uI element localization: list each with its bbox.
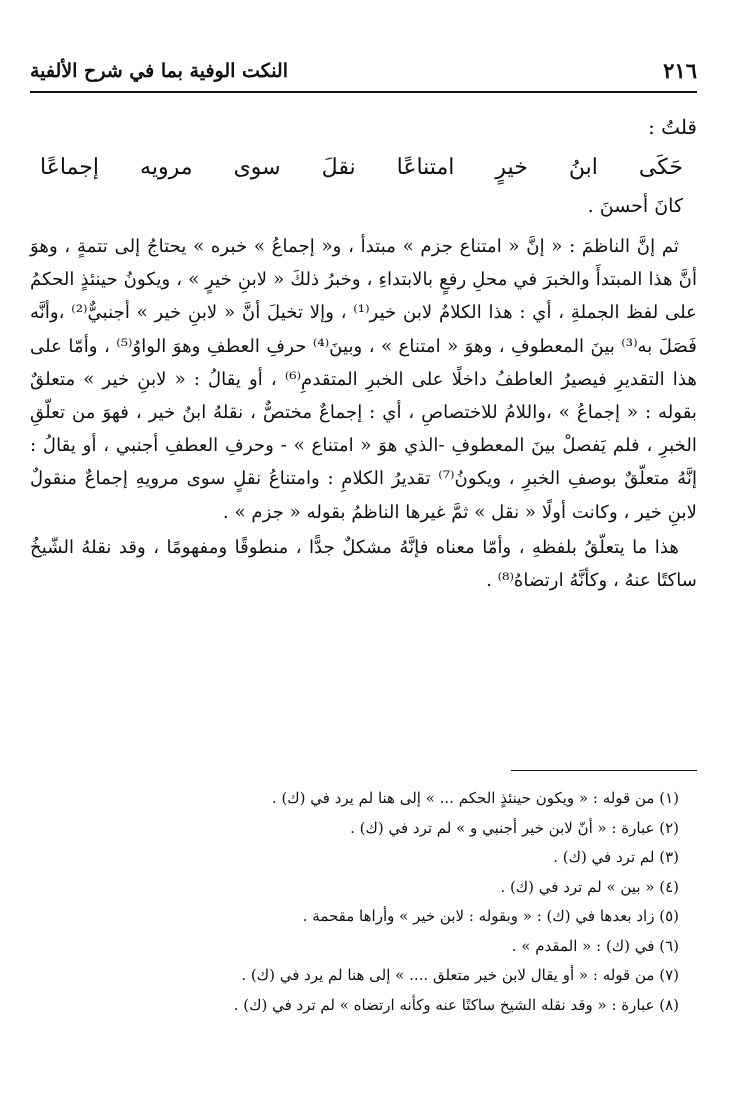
footnote-5: (٥) زاد بعدها في (ك) : « وبقوله : لابن خير » وأراها مقحمة . (302, 907, 679, 925)
footnote-rule (511, 770, 697, 771)
footnote-2: (٢) عبارة : « أنّ لابن خير أجنبي و » لم ترد في (ك) . (350, 818, 679, 837)
footnote-3: (٣) لم ترد في (ك) . (553, 848, 679, 866)
running-header (30, 48, 697, 86)
footnote-8: (٨) عبارة : « وقد نقله الشيخ ساكتًا عنه وكأنه ارتضاه » لم ترد في (ك) . (233, 995, 679, 1014)
commentary-paragraph-1: ثم إنَّ الناظمَ : « إنَّ « امتناع جزم » مبتدأ ، و« إجماعُ » خبره » يحتاجُ إلى تتمةٍ ، وهوَ أنَّ هذا المبتدأَ والخبرَ في محلِ رفعٍ بالابتداءِ ، وخبرُ ذلكَ « لابنِ خيرٍ » ، ويكونُ حينئذٍ الحكمُ على لفظ الجملةِ ، أي : هذا الكلامُ لابن خير⁽¹⁾ ، وإلا تخيلَ أنَّ « لابنِ خير » أجنبيٌّ⁽²⁾ ،وأنَّه فَصَلَ به⁽³⁾ بينَ المعطوفِ ، وهوَ « امتناع » ، وبينَ⁽⁴⁾ حرفِ العطفِ وهوَ الواوُ⁽⁵⁾ ، وأمّا على هذا التقديرِ فيصيرُ العاطفُ داخلًا على الخبرِ المتقدمِ⁽⁶⁾ ، أو يقالُ : « لابنِ خير » متعلقٌ بقوله : « إجماعُ » ،واللامُ للاختصاصِ ، أي : إجماعٌ مختصٌّ ، نقلهُ ابنُ خير ، فهوَ من تعلّقِ الخبرِ ، فلم يَفصلْ بينَ المعطوفِ -الذي هوَ « امتناع » - وحرفِ العطفِ أجنبي ، أو يقالُ : إنَّهُ متعلّقٌ بوصفِ الخبرِ ، ويكونُ⁽⁷⁾ تقديرُ الكلامِ : وامتناعُ نقلٍ سوى مرويهِ إجماعٌ منقولٌ لابنِ خير ، وكانت أولًا « نقل » ثمَّ غيرها الناظمُ بقوله « جزم » . (30, 236, 697, 523)
verse-line-1: حَكَى ابنُ خيرٍ امتناعًا نقلَ سوى مرويه إجماعًا (40, 155, 683, 180)
page-number: ٢١٦ (663, 58, 697, 83)
footnote-1: (١) من قوله : « ويكون حينئذٍ الحكم ... » إلى هنا لم يرد في (ك) . (271, 789, 679, 807)
qultu-label: قلتُ : (648, 115, 697, 139)
footnote-7: (٧) من قوله : « أو يقال لابن خير متعلق .... » إلى هنا لم يرد في (ك) . (241, 966, 679, 984)
main-text (30, 110, 697, 597)
footnote-6: (٦) في (ك) : « المقدم » . (511, 936, 679, 955)
footnote-4: (٤) « بين » لم ترد في (ك) . (500, 877, 679, 896)
verse-line-2: كانَ أحسنَ . (587, 195, 683, 217)
commentary-paragraph-2: هذا ما يتعلّقُ بلفظهِ ، وأمّا معناه فإنَّهُ مشكلٌ جدًّا ، منطوقًا ومفهومًا ، وقد نقلهُ الشّيخُ ساكتًا عنهُ ، وكأنَّهُ ارتضاهُ⁽⁸⁾ . (30, 536, 697, 592)
header-rule (30, 91, 697, 93)
footnotes-list (30, 784, 697, 1020)
book-title: النكت الوفية بما في شرح الألفية (30, 60, 288, 82)
